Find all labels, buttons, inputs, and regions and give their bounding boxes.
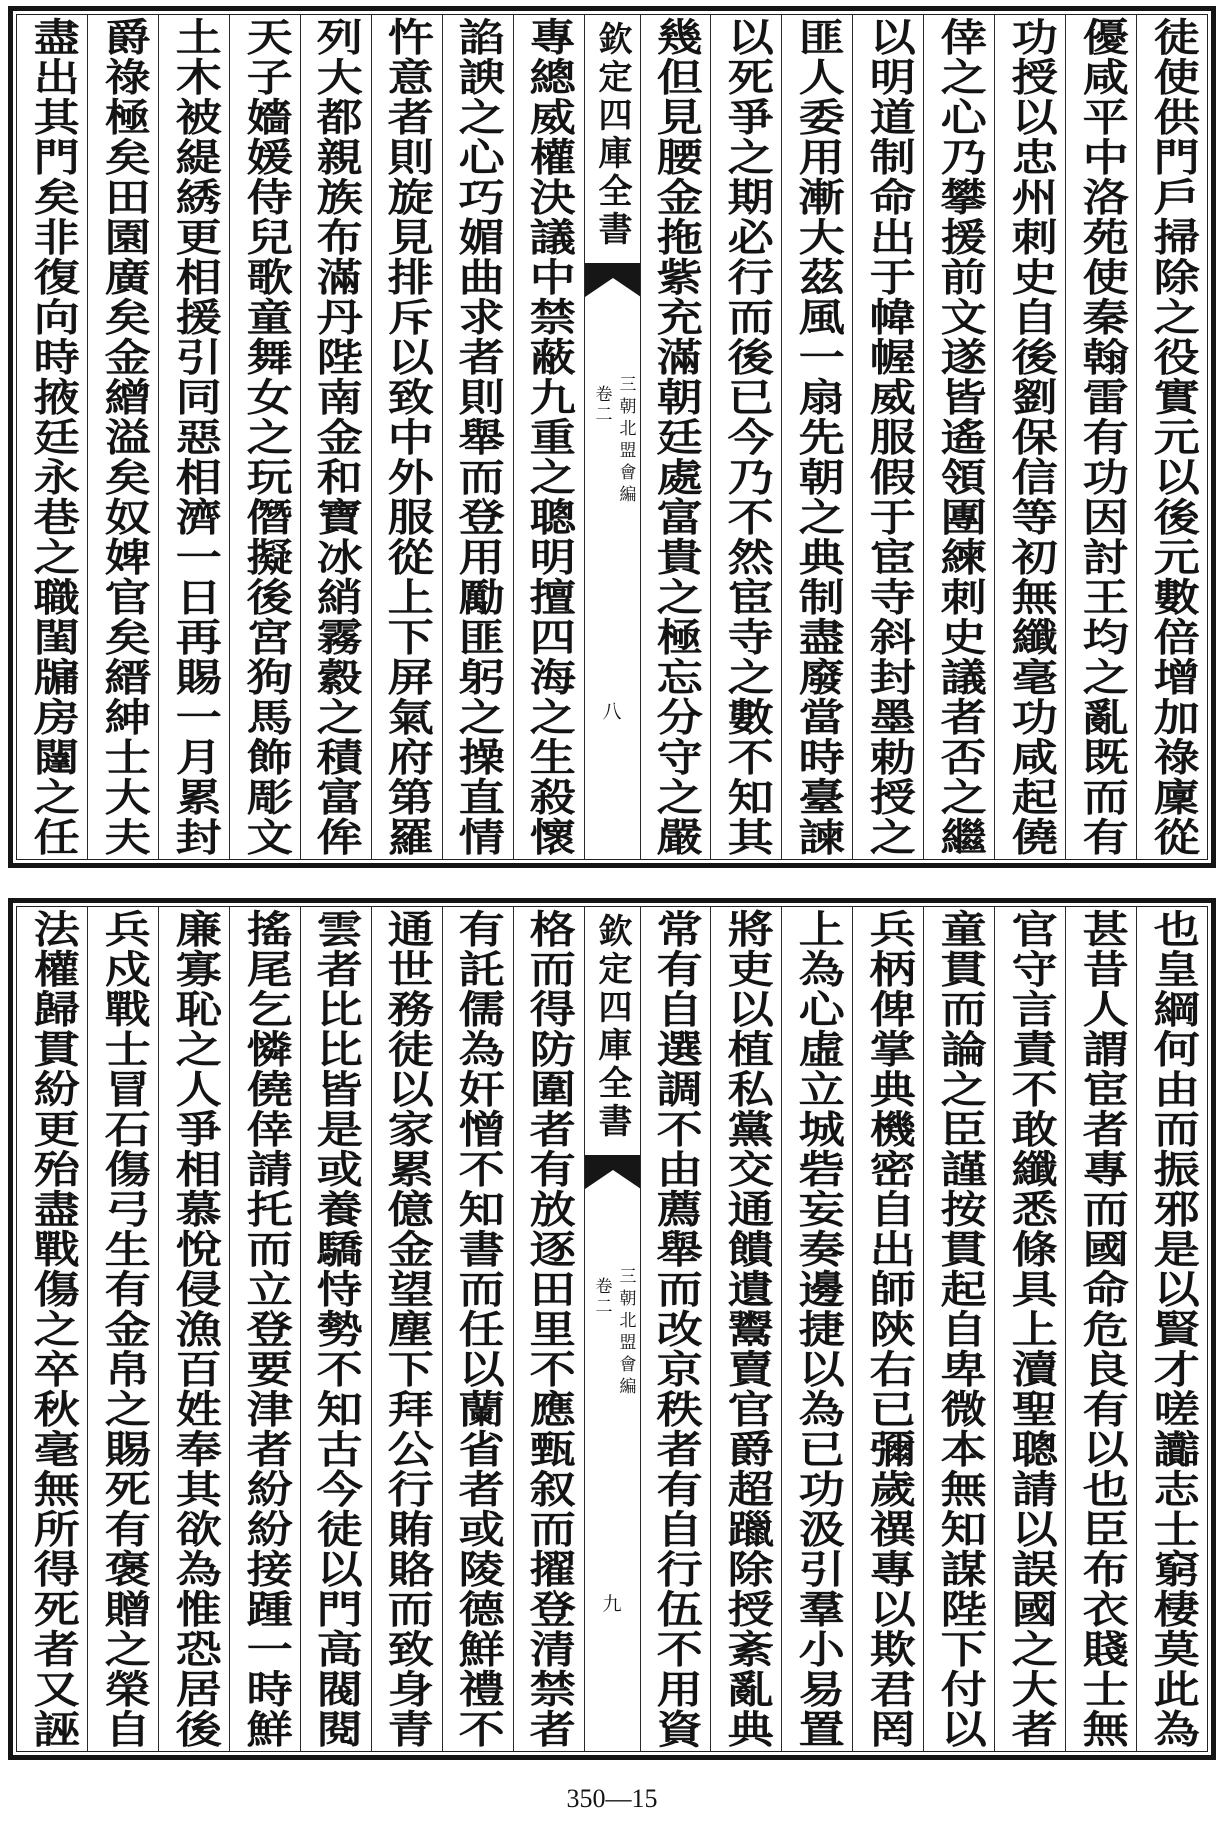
text-column [17, 907, 87, 1751]
column-text: 也皇綱何由而振邪是以賢才嗟讟志士窮棲莫此為 [1145, 909, 1200, 1749]
text-column [640, 907, 711, 1751]
page-number: 350—15 [566, 1784, 658, 1813]
text-column [923, 15, 994, 859]
column-text: 爵祿極矣田園廣矣金繒溢矣奴婢官矣縉紳士大夫 [96, 17, 151, 857]
text-column [158, 15, 229, 859]
center-fold-banxin [584, 15, 640, 859]
column-text: 搖尾乞憐僥倖請托而立登要津者紛紛接踵一時鮮 [238, 909, 293, 1749]
column-text: 法權歸貫紛更殆盡戰傷之卒秋毫無所得死者又誣 [25, 909, 80, 1749]
fish-tail-mark [585, 263, 640, 297]
text-column [442, 15, 513, 859]
column-text: 上為心虛立城砦妄奏邊捷以為已功汲引羣小易置 [791, 909, 846, 1749]
text-column [710, 15, 781, 859]
text-column [1136, 907, 1207, 1751]
column-text: 土木被緹綉更相援引同惡相濟一日再賜一月累封 [167, 17, 222, 857]
text-column [781, 907, 852, 1751]
column-text: 倖之心乃攀援前文遂皆遙領團練刺史議者否之繼 [933, 17, 988, 857]
banxin-leaf-number: 九 [602, 1593, 622, 1615]
column-text: 以死爭之期必行而後已今乃不然宦寺之數不知其 [720, 17, 775, 857]
text-column [710, 907, 781, 1751]
column-text: 幾但見腰金拖紫充滿朝廷處富貴之極忘分守之嚴 [649, 17, 704, 857]
column-text: 功授以忠州刺史自後劉保信等初無纖毫功咸起僥 [1004, 17, 1059, 857]
column-text: 雲者比比皆是或養驕恃勢不知古今徒以門高閥閱 [309, 909, 364, 1749]
text-column [300, 15, 371, 859]
banxin-title [585, 21, 640, 249]
banxin-title-text: 欽定四庫全書 [592, 21, 632, 249]
column-text: 有託儒為奸憎不知書而任以蘭省者或陵德鮮禮不 [451, 909, 506, 1749]
column-text: 以明道制命出于幃幄威服假于宦寺斜封墨勅授之 [862, 17, 917, 857]
text-column [17, 15, 87, 859]
column-text: 通世務徒以家累億金望塵下拜公行賄賂而致身青 [380, 909, 435, 1749]
text-column [852, 15, 923, 859]
text-column [1136, 15, 1207, 859]
column-text: 匪人委用漸大茲風一扇先朝之典制盡廢當時臺諫 [791, 17, 846, 857]
center-fold-banxin [584, 907, 640, 1751]
text-column [852, 907, 923, 1751]
page-frame [16, 906, 1208, 1752]
text-column [994, 907, 1065, 1751]
column-text: 盡出其門矣非復向時掖廷永巷之職閨牖房闥之任 [25, 17, 80, 857]
page-frame [16, 14, 1208, 860]
column-text: 天子嬙媛侍兒歌童舞女之玩僭擬後宮狗馬飾彫文 [238, 17, 293, 857]
column-text: 官守言責不敢纖悉條具上瀆聖聰請以誤國之大者 [1004, 909, 1059, 1749]
text-column [371, 907, 442, 1751]
text-column [229, 907, 300, 1751]
text-column [87, 15, 158, 859]
fish-tail-mark [585, 1155, 640, 1189]
text-column [1065, 15, 1136, 859]
column-text: 諂諛之心巧媚曲求者則舉而登用勵匪躬之操直情 [451, 17, 506, 857]
column-text: 忤意者則旋見排斥以致中外服從上下屏氣府第羅 [380, 17, 435, 857]
column-text: 列大都親族布滿丹陛南金和寶冰綃霧縠之積富侔 [309, 17, 364, 857]
column-text: 格而得防圍者有放逐田里不應甄叙而擢登清禁者 [522, 909, 577, 1749]
column-text: 兵戍戰士冒石傷弓生有金帛之賜死有褒贈之榮自 [96, 909, 151, 1749]
column-text: 常有自選調不由薦舉而改京秩者有自行伍不用資 [649, 909, 704, 1749]
page-panel-top [8, 6, 1216, 868]
banxin-title [585, 913, 640, 1141]
banxin-book-title: 三朝北盟會編 [615, 1267, 636, 1399]
column-text: 甚昔人謂宦者專而國命危良有以也臣布衣賤士無 [1074, 909, 1129, 1749]
banxin-juan: 卷二 [591, 385, 612, 425]
column-text: 童貫而論之臣謹按貫起自卑微本無知謀陛下付以 [933, 909, 988, 1749]
text-column [1065, 907, 1136, 1751]
column-text: 將吏以植私黨交通饋遺鬻賣官爵超躐除授紊亂典 [720, 909, 775, 1749]
text-column [158, 907, 229, 1751]
text-column [513, 15, 584, 859]
text-column [640, 15, 711, 859]
column-text: 廉寡恥之人爭相慕悅侵漁百姓奉其欲為惟恐居後 [167, 909, 222, 1749]
page-panel-bottom [8, 898, 1216, 1760]
column-text: 優咸平中洛苑使秦翰雷有功因討王均之亂既而有 [1074, 17, 1129, 857]
text-column [994, 15, 1065, 859]
text-column [87, 907, 158, 1751]
banxin-juan: 卷二 [591, 1277, 612, 1317]
text-column [442, 907, 513, 1751]
column-text: 兵柄俾掌典機密自出師陝右已彌歲禩專以欺君罔 [862, 909, 917, 1749]
text-column [300, 907, 371, 1751]
text-column [229, 15, 300, 859]
banxin-leaf-number: 八 [602, 701, 622, 723]
banxin-book-title: 三朝北盟會編 [615, 375, 636, 507]
column-text: 專總威權決議中禁蔽九重之聰明擅四海之生殺懷 [522, 17, 577, 857]
column-text: 徒使供門戶掃除之役實元以後元數倍增加祿廩從 [1145, 17, 1200, 857]
banxin-title-text: 欽定四庫全書 [592, 913, 632, 1141]
text-column [513, 907, 584, 1751]
text-column [781, 15, 852, 859]
text-column [371, 15, 442, 859]
text-column [923, 907, 994, 1751]
